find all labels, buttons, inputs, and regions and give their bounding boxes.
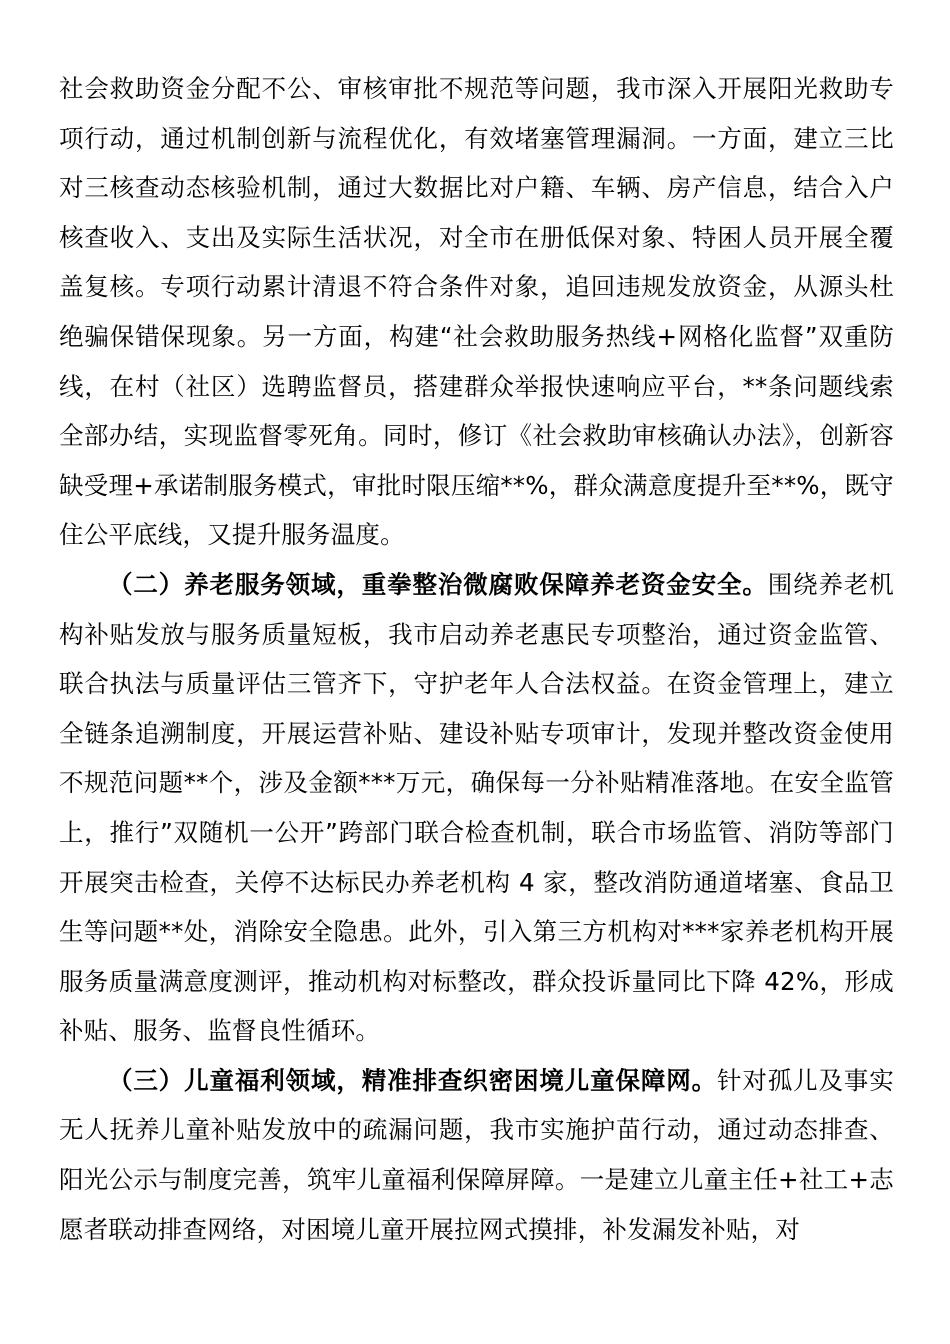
section-heading-child-welfare: （三）儿童福利领域，精准排查织密困境儿童保障网。 <box>108 1065 718 1095</box>
section-heading-elderly-services: （二）养老服务领域，重拳整治微腐败保障养老资金安全。 <box>108 569 768 599</box>
paragraph-body: 社会救助资金分配不公、审核审批不规范等问题，我市深入开展阳光救助专项行动，通过机制创新与流程优化，有效堵塞管理漏洞。一方面，建立三比对三核查动态核验机制，通过大数据比对户籍、车辆、房产信息，结合入户核查收入、支出及实际生活状况，对全市在册低保对象、特困人员开展全覆盖复核。专项行动累计清退不符合条件对象，追回违规发放资金，从源头杜绝骗保错保现象。另一方面，构建“社会救助服务热线+网格化监督”双重防线，在村（社区）选聘监督员，搭建群众举报快速响应平台，**条问题线索全部办结，实现监督零死角。同时，修订《社会救助审核确认办法》，创新容缺受理+承诺制服务模式，审批时限压缩**%，群众满意度提升至**%，既守住公平底线，又提升服务温度。 <box>59 74 894 550</box>
paragraph-child-welfare <box>59 1056 894 1254</box>
paragraph-elderly-services <box>59 560 894 1056</box>
paragraph-body: 围绕养老机构补贴发放与服务质量短板，我市启动养老惠民专项整治，通过资金监管、联合执法与质量评估三管齐下，守护老年人合法权益。在资金管理上，建立全链条追溯制度，开展运营补贴、建设补贴专项审计，发现并整改资金使用不规范问题**个，涉及金额***万元，确保每一分补贴精准落地。在安全监管上，推行”双随机一公开”跨部门联合检查机制，联合市场监管、消防等部门开展突击检查，关停不达标民办养老机构 4 家，整改消防通道堵塞、食品卫生等问题**处，消除安全隐患。此外，引入第三方机构对***家养老机构开展服务质量满意度测评，推动机构对标整改，群众投诉量同比下降 42%，形成补贴、服务、监督良性循环。 <box>59 569 895 1046</box>
paragraph-body: 针对孤儿及事实无人抚养儿童补贴发放中的疏漏问题，我市实施护苗行动，通过动态排查、阳光公示与制度完善，筑牢儿童福利保障屏障。一是建立儿童主任+社工+志愿者联动排查网络，对困境儿童开展拉网式摸排，补发漏发补贴，对 <box>59 1065 894 1244</box>
paragraph-social-assistance <box>59 64 894 560</box>
